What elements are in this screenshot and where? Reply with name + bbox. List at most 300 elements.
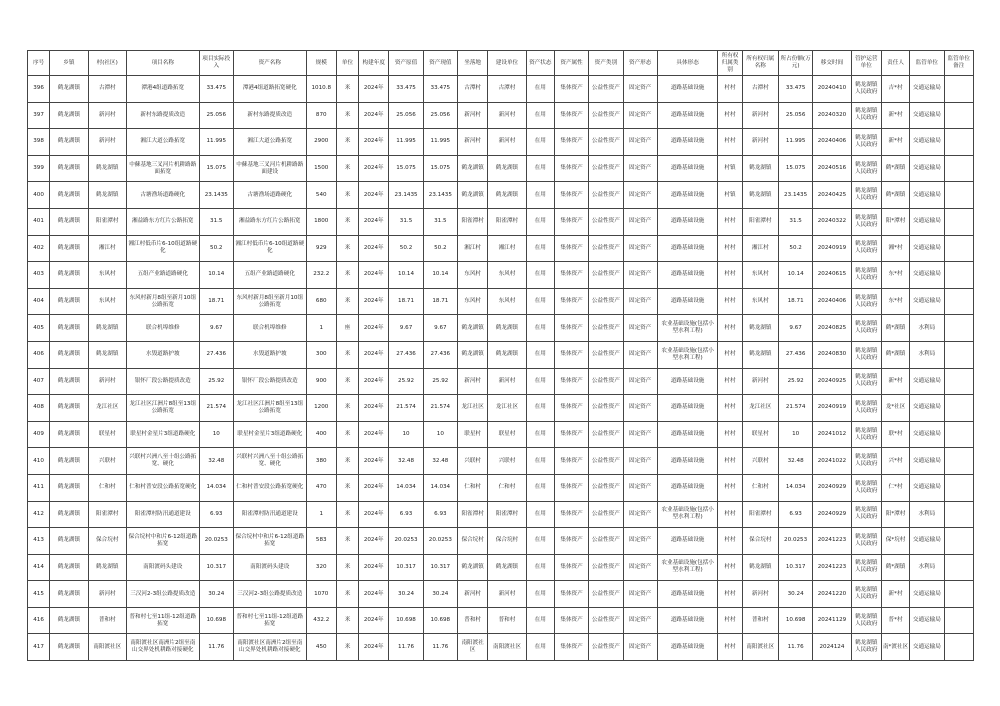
table-cell: 南阳渡码头建设 — [126, 554, 199, 581]
table-cell: 湘江村 — [488, 235, 526, 262]
table-cell: 18.71 — [423, 288, 457, 315]
table-cell: 20241223 — [813, 528, 851, 555]
table-cell: 399 — [28, 155, 50, 182]
table-cell: 21.574 — [389, 395, 423, 422]
table-cell: 401 — [28, 208, 50, 235]
table-cell: 2024年 — [359, 421, 389, 448]
table-cell: 公益性资产 — [589, 129, 623, 156]
table-cell: 阳雀潭村 — [488, 208, 526, 235]
table-cell: 保合垸村中和片6-12组道路拓宽 — [126, 528, 199, 555]
table-cell: 鹤龙湖镇 — [742, 155, 778, 182]
table-cell: 在用 — [526, 155, 554, 182]
table-cell: 仁*村 — [881, 474, 909, 501]
table-cell: 900 — [306, 368, 336, 395]
table-cell: 湘益路东方红片公路拓宽 — [233, 208, 306, 235]
table-cell: 鹤龙湖镇 — [50, 262, 88, 289]
table-cell: 村村 — [718, 129, 742, 156]
table-cell: 408 — [28, 395, 50, 422]
table-cell: 6.93 — [778, 501, 812, 528]
table-cell: 11.995 — [199, 129, 233, 156]
table-cell: 南阳渡社区 — [88, 634, 126, 661]
table-cell: 固定资产 — [623, 607, 657, 634]
table-cell: 18.71 — [199, 288, 233, 315]
table-cell: 2024年 — [359, 395, 389, 422]
table-cell: 固定资产 — [623, 262, 657, 289]
table-cell: 普和村 — [488, 607, 526, 634]
table-cell: 阳雀潭村 — [88, 501, 126, 528]
table-cell: 10 — [199, 421, 233, 448]
table-cell: 新*村 — [881, 368, 909, 395]
table-cell: 鹤龙湖镇 — [50, 368, 88, 395]
table-cell: 集体资产 — [554, 501, 588, 528]
table-cell: 交通运输局 — [910, 581, 944, 608]
table-cell: 米 — [336, 288, 358, 315]
table-cell: 33.475 — [423, 76, 457, 103]
table-cell: 鹤龙湖镇 — [50, 235, 88, 262]
table-cell: 古潭村 — [488, 76, 526, 103]
table-cell: 18.71 — [778, 288, 812, 315]
table-cell: 680 — [306, 288, 336, 315]
table-cell: 新*村 — [881, 129, 909, 156]
table-cell: 在用 — [526, 501, 554, 528]
table-cell: 米 — [336, 102, 358, 129]
table-cell: 450 — [306, 634, 336, 661]
table-cell: 在用 — [526, 262, 554, 289]
table-cell: 固定资产 — [623, 182, 657, 209]
table-cell: 集体资产 — [554, 76, 588, 103]
table-cell: 农业基础设施(包括小型水利工程) — [657, 554, 718, 581]
table-cell: 交通运输局 — [910, 208, 944, 235]
table-cell: 31.5 — [423, 208, 457, 235]
table-cell: 鹤龙湖镇 — [742, 554, 778, 581]
table-cell: 固定资产 — [623, 448, 657, 475]
column-header: 资产形态 — [623, 51, 657, 76]
table-cell: 道路基础设施 — [657, 395, 718, 422]
table-cell: 集体资产 — [554, 341, 588, 368]
table-cell: 普和村 — [458, 607, 488, 634]
table-cell: 416 — [28, 607, 50, 634]
table-cell: 集体资产 — [554, 262, 588, 289]
table-cell: 鹤龙湖镇 — [88, 554, 126, 581]
table-cell: 湘*村 — [881, 235, 909, 262]
table-cell: 新河村 — [88, 368, 126, 395]
table-cell — [944, 634, 974, 661]
table-cell: 公益性资产 — [589, 102, 623, 129]
table-cell: 31.5 — [199, 208, 233, 235]
table-cell: 中蘇基地三叉河片机耕路路面拓宽 — [126, 155, 199, 182]
table-cell: 南阳渡社区南洲片2组至南山交界处机耕路对接硬化 — [233, 634, 306, 661]
column-header: 资产类别 — [589, 51, 623, 76]
table-cell: 仁和村 — [458, 474, 488, 501]
table-cell: 固定资产 — [623, 368, 657, 395]
table-cell: 交通运输局 — [910, 474, 944, 501]
table-cell: 27.436 — [389, 341, 423, 368]
table-cell: 村村 — [718, 368, 742, 395]
table-cell: 鹤龙湖镇 — [50, 421, 88, 448]
table-cell: 在用 — [526, 288, 554, 315]
table-cell: 公益性资产 — [589, 474, 623, 501]
table-cell: 鹤龙湖镇 — [742, 182, 778, 209]
table-cell: 公益性资产 — [589, 315, 623, 342]
table-cell: 1500 — [306, 155, 336, 182]
table-cell: 集体资产 — [554, 368, 588, 395]
table-cell: 20241012 — [813, 421, 851, 448]
table-cell: 20.0253 — [778, 528, 812, 555]
table-cell — [944, 288, 974, 315]
table-cell: 保合垸村 — [488, 528, 526, 555]
table-cell: 2024年 — [359, 76, 389, 103]
table-cell: 固定资产 — [623, 208, 657, 235]
table-cell — [944, 501, 974, 528]
table-cell: 联合机埠维修 — [233, 315, 306, 342]
table-cell — [944, 421, 974, 448]
table-cell: 联星村金星片3组道路硬化 — [126, 421, 199, 448]
table-cell: 公益性资产 — [589, 554, 623, 581]
table-cell: 2024年 — [359, 341, 389, 368]
table-cell: 三汉河2-3组公路提质改造 — [126, 581, 199, 608]
table-cell: 村镇 — [718, 182, 742, 209]
asset-table — [27, 50, 974, 661]
table-cell: 固定资产 — [623, 634, 657, 661]
table-cell: 兴联村 — [488, 448, 526, 475]
table-cell: 10.698 — [389, 607, 423, 634]
table-cell — [944, 448, 974, 475]
table-cell: 929 — [306, 235, 336, 262]
table-cell: 鹤龙湖镇人民政府 — [851, 182, 881, 209]
table-cell: 25.92 — [778, 368, 812, 395]
table-cell: 湘江大道公路拓宽 — [233, 129, 306, 156]
column-header: 监管单位备注 — [944, 51, 974, 76]
table-cell: 20240830 — [813, 341, 851, 368]
table-cell: 400 — [28, 182, 50, 209]
table-cell: 30.24 — [389, 581, 423, 608]
table-cell: 2024年 — [359, 262, 389, 289]
table-cell: 新河村 — [742, 102, 778, 129]
table-cell: 古潭村 — [742, 76, 778, 103]
table-cell: 公益性资产 — [589, 501, 623, 528]
table-cell: 固定资产 — [623, 288, 657, 315]
table-cell: 鹤龙湖镇人民政府 — [851, 474, 881, 501]
table-cell — [944, 262, 974, 289]
table-cell: 2900 — [306, 129, 336, 156]
column-header: 项目实际投入 — [199, 51, 233, 76]
table-cell: 14.034 — [389, 474, 423, 501]
column-header: 构建年度 — [359, 51, 389, 76]
table-cell: 固定资产 — [623, 421, 657, 448]
table-cell: 固定资产 — [623, 129, 657, 156]
table-cell: 联合机埠维修 — [126, 315, 199, 342]
table-cell: 公益性资产 — [589, 235, 623, 262]
table-cell: 村村 — [718, 288, 742, 315]
table-cell: 2024124 — [813, 634, 851, 661]
column-header: 单位 — [336, 51, 358, 76]
table-cell: 公益性资产 — [589, 607, 623, 634]
table-cell: 在用 — [526, 607, 554, 634]
table-cell: 固定资产 — [623, 581, 657, 608]
table-cell: 在用 — [526, 368, 554, 395]
table-cell: 25.056 — [389, 102, 423, 129]
table-cell: 古潭村 — [88, 76, 126, 103]
table-cell: 米 — [336, 129, 358, 156]
table-cell: 联星村金星片3组道路硬化 — [233, 421, 306, 448]
table-cell: 鹤龙湖镇人民政府 — [851, 448, 881, 475]
table-cell: 新河村 — [488, 102, 526, 129]
table-cell: 32.48 — [778, 448, 812, 475]
table-cell: 村村 — [718, 501, 742, 528]
table-cell: 2024年 — [359, 368, 389, 395]
table-cell: 在用 — [526, 129, 554, 156]
table-cell: 古潭村 — [458, 76, 488, 103]
table-cell: 村村 — [718, 262, 742, 289]
table-cell: 20240825 — [813, 315, 851, 342]
table-cell: 兴联村 — [458, 448, 488, 475]
table-cell: 村村 — [718, 448, 742, 475]
table-cell: 鹤龙湖镇 — [50, 208, 88, 235]
table-cell: 集体资产 — [554, 102, 588, 129]
table-cell: 11.76 — [389, 634, 423, 661]
table-cell: 新河村 — [742, 368, 778, 395]
table-cell: 集体资产 — [554, 155, 588, 182]
table-cell — [944, 528, 974, 555]
table-cell: 交通运输局 — [910, 129, 944, 156]
table-row — [28, 288, 974, 315]
table-cell: 座 — [336, 315, 358, 342]
table-cell: 23.1435 — [423, 182, 457, 209]
table-cell: 道路基础设施 — [657, 102, 718, 129]
table-cell: 新*村 — [881, 581, 909, 608]
table-cell: 鹤龙湖镇 — [50, 155, 88, 182]
table-cell: 鹤龙湖镇 — [488, 315, 526, 342]
table-cell: 银怀厂段公路提质改造 — [233, 368, 306, 395]
table-cell: 新河村 — [488, 581, 526, 608]
table-cell: 33.475 — [199, 76, 233, 103]
table-cell: 米 — [336, 341, 358, 368]
table-cell: 交通运输局 — [910, 262, 944, 289]
table-row — [28, 474, 974, 501]
table-cell: 阳雀潭村防汛通道建设 — [233, 501, 306, 528]
table-cell: 402 — [28, 235, 50, 262]
table-cell: 232.2 — [306, 262, 336, 289]
table-cell: 403 — [28, 262, 50, 289]
table-cell: 农业基础设施(包括小型水利工程) — [657, 341, 718, 368]
table-cell — [944, 208, 974, 235]
table-cell: 仁和村普安段公路拓宽硬化 — [126, 474, 199, 501]
table-row — [28, 395, 974, 422]
table-cell: 村村 — [718, 634, 742, 661]
table-cell: 水利局 — [910, 315, 944, 342]
table-cell: 411 — [28, 474, 50, 501]
table-cell: 龙江社区江洲片8组至13组公路拓宽 — [233, 395, 306, 422]
table-cell: 20240919 — [813, 235, 851, 262]
table-cell: 潭港4组道路拓宽硬化 — [233, 76, 306, 103]
table-cell: 鹤龙湖镇 — [50, 129, 88, 156]
column-header: 管护运营单位 — [851, 51, 881, 76]
table-cell: 交通运输局 — [910, 448, 944, 475]
column-header: 项目名称 — [126, 51, 199, 76]
table-cell: 在用 — [526, 235, 554, 262]
table-cell: 集体资产 — [554, 581, 588, 608]
table-cell: 2024年 — [359, 155, 389, 182]
column-header: 移交时间 — [813, 51, 851, 76]
table-cell: 米 — [336, 607, 358, 634]
table-cell: 集体资产 — [554, 634, 588, 661]
table-row — [28, 235, 974, 262]
table-cell: 交通运输局 — [910, 155, 944, 182]
table-cell: 在用 — [526, 474, 554, 501]
table-cell: 普和村七至11组-12组道路拓宽 — [126, 607, 199, 634]
table-cell: 村村 — [718, 102, 742, 129]
table-cell: 14.034 — [199, 474, 233, 501]
table-cell: 村村 — [718, 474, 742, 501]
table-cell: 集体资产 — [554, 129, 588, 156]
table-row — [28, 528, 974, 555]
table-cell: 米 — [336, 235, 358, 262]
table-cell: 固定资产 — [623, 341, 657, 368]
table-cell: 2024年 — [359, 607, 389, 634]
table-cell: 2024年 — [359, 208, 389, 235]
table-cell: 东风村 — [458, 262, 488, 289]
table-cell: 1 — [306, 315, 336, 342]
table-cell: 20240410 — [813, 76, 851, 103]
table-cell: 鹤龙湖镇人民政府 — [851, 341, 881, 368]
table-cell: 18.71 — [389, 288, 423, 315]
table-cell: 21.574 — [199, 395, 233, 422]
table-cell: 道路基础设施 — [657, 235, 718, 262]
table-cell: 1800 — [306, 208, 336, 235]
table-cell: 公益性资产 — [589, 448, 623, 475]
table-cell: 20240320 — [813, 102, 851, 129]
table-cell: 30.24 — [199, 581, 233, 608]
table-cell: 鹤龙湖镇人民政府 — [851, 262, 881, 289]
table-cell: 仁和村 — [88, 474, 126, 501]
table-cell: 兴联村兴洲八至十组公路拓宽、硬化 — [233, 448, 306, 475]
table-cell: 鹤龙湖镇人民政府 — [851, 528, 881, 555]
table-row — [28, 315, 974, 342]
table-cell: 兴*村 — [881, 448, 909, 475]
table-cell: 交通运输局 — [910, 235, 944, 262]
table-cell: 新河村 — [458, 581, 488, 608]
table-cell: 道路基础设施 — [657, 182, 718, 209]
table-cell: 保合垸村 — [458, 528, 488, 555]
table-cell: 鹤龙湖镇 — [50, 102, 88, 129]
table-cell: 鹤龙湖镇人民政府 — [851, 581, 881, 608]
table-cell: 湘江村低币片6-10组道路硬化 — [233, 235, 306, 262]
table-cell — [944, 129, 974, 156]
table-cell: 村村 — [718, 395, 742, 422]
table-cell: 阳雀潭村防汛通道建设 — [126, 501, 199, 528]
table-cell: 10.14 — [423, 262, 457, 289]
table-cell: 交通运输局 — [910, 528, 944, 555]
table-cell: 470 — [306, 474, 336, 501]
table-cell: 20240406 — [813, 288, 851, 315]
table-cell: 集体资产 — [554, 315, 588, 342]
table-cell: 公益性资产 — [589, 581, 623, 608]
table-cell: 集体资产 — [554, 395, 588, 422]
table-cell: 20240322 — [813, 208, 851, 235]
table-cell: 20241223 — [813, 554, 851, 581]
table-cell: 405 — [28, 315, 50, 342]
table-cell: 396 — [28, 76, 50, 103]
table-cell: 公益性资产 — [589, 155, 623, 182]
table-cell: 湘江村低币片6-10组道路硬化 — [126, 235, 199, 262]
table-row — [28, 155, 974, 182]
table-cell: 6.93 — [389, 501, 423, 528]
table-cell: 普*村 — [881, 607, 909, 634]
table-cell: 南阳渡社区 — [488, 634, 526, 661]
table-cell: 在用 — [526, 421, 554, 448]
table-cell: 固定资产 — [623, 554, 657, 581]
table-cell: 在用 — [526, 528, 554, 555]
table-row — [28, 421, 974, 448]
table-cell: 南阳渡社区南洲片2组至南山交界处机耕路对接硬化 — [126, 634, 199, 661]
column-header: 所有权归属类别 — [718, 51, 742, 76]
column-header: 资产名称 — [233, 51, 306, 76]
table-cell: 9.67 — [199, 315, 233, 342]
table-cell: 27.436 — [778, 341, 812, 368]
table-cell: 30.24 — [778, 581, 812, 608]
table-cell: 1070 — [306, 581, 336, 608]
table-cell: 鹤龙湖镇人民政府 — [851, 607, 881, 634]
table-cell: 湘江村 — [742, 235, 778, 262]
table-cell: 仁和村 — [488, 474, 526, 501]
table-cell: 15.075 — [199, 155, 233, 182]
table-cell: 10.14 — [199, 262, 233, 289]
table-cell: 农业基础设施(包括小型水利工程) — [657, 501, 718, 528]
table-cell: 50.2 — [423, 235, 457, 262]
table-cell: 湘江村 — [458, 235, 488, 262]
table-cell: 25.92 — [389, 368, 423, 395]
table-cell: 新河村 — [488, 129, 526, 156]
table-cell: 交通运输局 — [910, 76, 944, 103]
table-cell: 南阳渡社区 — [742, 634, 778, 661]
table-cell: 公益性资产 — [589, 208, 623, 235]
table-cell: 鹤*湖镇 — [881, 182, 909, 209]
column-header: 坐落地 — [458, 51, 488, 76]
table-cell: 20240615 — [813, 262, 851, 289]
table-cell: 10 — [389, 421, 423, 448]
table-cell: 410 — [28, 448, 50, 475]
table-cell: 鹤龙湖镇 — [88, 182, 126, 209]
table-cell: 20.0253 — [389, 528, 423, 555]
table-cell: 20240929 — [813, 474, 851, 501]
table-row — [28, 102, 974, 129]
column-header: 责任人 — [881, 51, 909, 76]
table-cell: 东*村 — [881, 288, 909, 315]
table-cell: 村村 — [718, 208, 742, 235]
table-cell: 27.436 — [199, 341, 233, 368]
table-cell: 龙江社区 — [488, 395, 526, 422]
table-cell: 三汉河2-3组公路提质改造 — [233, 581, 306, 608]
table-cell: 320 — [306, 554, 336, 581]
table-cell: 鹤龙湖镇人民政府 — [851, 501, 881, 528]
table-cell: 东风村 — [88, 262, 126, 289]
table-cell: 11.995 — [423, 129, 457, 156]
table-cell: 道路基础设施 — [657, 421, 718, 448]
table-cell: 东风村 — [88, 288, 126, 315]
table-cell: 33.475 — [389, 76, 423, 103]
table-cell: 11.76 — [199, 634, 233, 661]
table-cell: 阳*潭村 — [881, 501, 909, 528]
column-header: 建设单位 — [488, 51, 526, 76]
table-header-row — [28, 51, 974, 76]
table-cell: 10.698 — [423, 607, 457, 634]
column-header: 规模 — [306, 51, 336, 76]
table-cell: 联星村 — [88, 421, 126, 448]
table-cell: 鹤龙湖镇人民政府 — [851, 129, 881, 156]
table-cell: 鹤龙湖镇人民政府 — [851, 634, 881, 661]
table-cell: 新河村 — [742, 581, 778, 608]
column-header: 序号 — [28, 51, 50, 76]
